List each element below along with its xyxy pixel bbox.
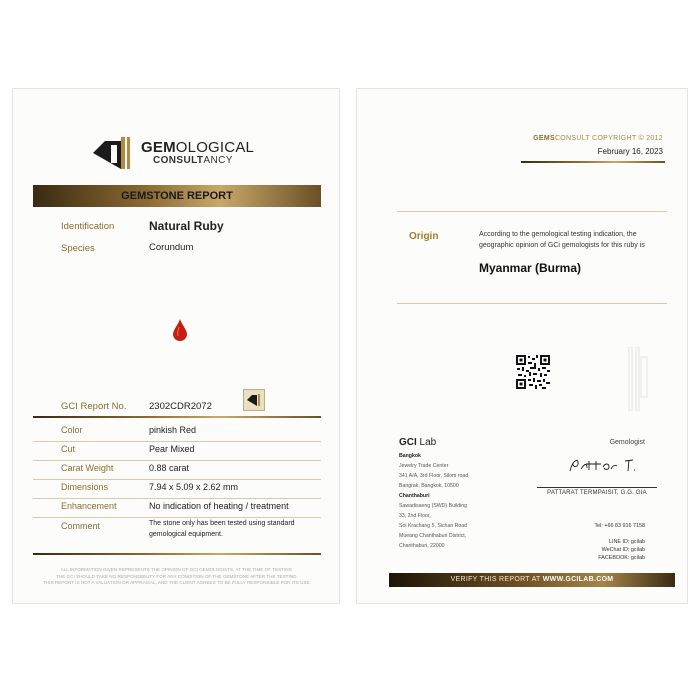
- identification-value: Natural Ruby: [149, 219, 224, 233]
- row-divider: [33, 517, 321, 518]
- dimensions-label: Dimensions: [61, 482, 109, 492]
- brand-subname: CONSULTANCY: [153, 155, 233, 166]
- address-line: Sawadisaeng (SWD) Building: [399, 503, 468, 509]
- signature-line: [537, 487, 657, 488]
- bottom-divider: [33, 553, 321, 555]
- identification-label: Identification: [61, 221, 115, 232]
- address-line: Bangkok: [399, 453, 421, 459]
- address-line: 33, 2nd Floor,: [399, 513, 431, 519]
- header-divider: [521, 161, 665, 163]
- origin-bottom-divider: [397, 303, 667, 304]
- report-logo-icon: [243, 389, 265, 411]
- species-label: Species: [61, 243, 95, 254]
- origin-top-divider: [397, 211, 667, 212]
- wechat-id: WeChat ID: gcilab: [601, 547, 645, 553]
- copyright-notice: GEMSCONSULT COPYRIGHT © 2012: [533, 135, 663, 142]
- enhancement-value: No indication of heating / treatment: [149, 501, 289, 511]
- cut-value: Pear Mixed: [149, 444, 195, 454]
- origin-description: [479, 229, 679, 251]
- phone-number: Tel: +66 83 916 7158: [594, 523, 645, 529]
- address-line: 341 A/A, 3rd Floor, Silom road: [399, 473, 469, 479]
- disclaimer-line: ALL INFORMATION GIVEN REPRESENTS THE OPINION OF GCI GEMOLOGISTS, AT THE TIME OF TESTING.: [60, 567, 294, 572]
- origin-text-line: geographic opinion of GCi gemologists for this ruby is: [479, 242, 645, 249]
- qr-code-icon[interactable]: [515, 354, 551, 390]
- address-line: Chanthaburi: [399, 493, 430, 499]
- origin-value: Myanmar (Burma): [479, 261, 582, 275]
- row-divider: [33, 498, 321, 499]
- report-no-label: GCI Report No.: [61, 401, 127, 412]
- gemological-logo-icon: [91, 133, 137, 173]
- carat-weight-value: 0.88 carat: [149, 463, 190, 473]
- report-title: GEMSTONE REPORT: [121, 190, 233, 202]
- disclaimer-note: [27, 567, 327, 587]
- comment-line-1: The stone only has been tested using standard: [149, 520, 295, 527]
- brand-name: GEMOLOGICAL: [141, 139, 255, 156]
- lab-address: [399, 451, 519, 551]
- report-right-page: [356, 88, 688, 604]
- row-divider: [33, 441, 321, 442]
- gemologist-name: PATTARAT TERMPAISIT, G.G. GIA: [547, 490, 647, 496]
- gemologist-label: Gemologist: [609, 439, 645, 446]
- enhancement-label: Enhancement: [61, 501, 117, 511]
- dimensions-value: 7.94 x 5.09 x 2.62 mm: [149, 482, 239, 492]
- address-line: Soi Krachang 5, Sichan Road: [399, 523, 468, 529]
- signature: [567, 455, 637, 475]
- details-divider: [33, 416, 321, 418]
- report-left-page: [12, 88, 340, 604]
- row-divider: [33, 479, 321, 480]
- carat-weight-label: Carat Weight: [61, 463, 114, 473]
- watermark-logo-icon: [627, 347, 649, 411]
- origin-label: Origin: [409, 231, 439, 242]
- address-line: Jewelry Trade Center: [399, 463, 449, 469]
- address-line: Bangrak, Bangkok, 10500: [399, 483, 459, 489]
- comment-label: Comment: [61, 521, 101, 531]
- line-id: LINE ID: gcilab: [609, 539, 645, 545]
- report-no-value: 2302CDR2072: [149, 401, 212, 412]
- comment-line-2: gemological equipment.: [149, 531, 223, 538]
- disclaimer-line: THIS REPORT IS NOT A VALUATION OR APPRAISAL, AND THE CLIENT AGREES TO BE FULLY RESPONSIBLE FOR ITS USE.: [43, 580, 311, 585]
- cut-label: Cut: [61, 444, 76, 454]
- row-divider: [33, 460, 321, 461]
- disclaimer-line: THE GCI SHOULD TAKE NO RESPONSIBILITY FOR ANY CONDITION OF THE GEMSTONE AFTER THE TESTING.: [56, 573, 298, 579]
- address-line: Chanthaburi, 22000: [399, 543, 445, 549]
- species-value: Corundum: [149, 242, 194, 253]
- color-label: Color: [61, 425, 83, 435]
- verify-link[interactable]: VERIFY THIS REPORT AT WWW.GCILAB.COM: [450, 576, 614, 583]
- color-value: pinkish Red: [149, 425, 197, 435]
- origin-text-line: According to the gemological testing indication, the: [479, 231, 637, 238]
- lab-name: GCI Lab: [399, 437, 437, 448]
- report-date: February 16, 2023: [597, 147, 663, 156]
- ruby-gem-icon: [173, 319, 187, 341]
- address-line: Mueang Chanthaburi District,: [399, 533, 467, 539]
- facebook-id: FACEBOOK: gcilab: [598, 555, 645, 561]
